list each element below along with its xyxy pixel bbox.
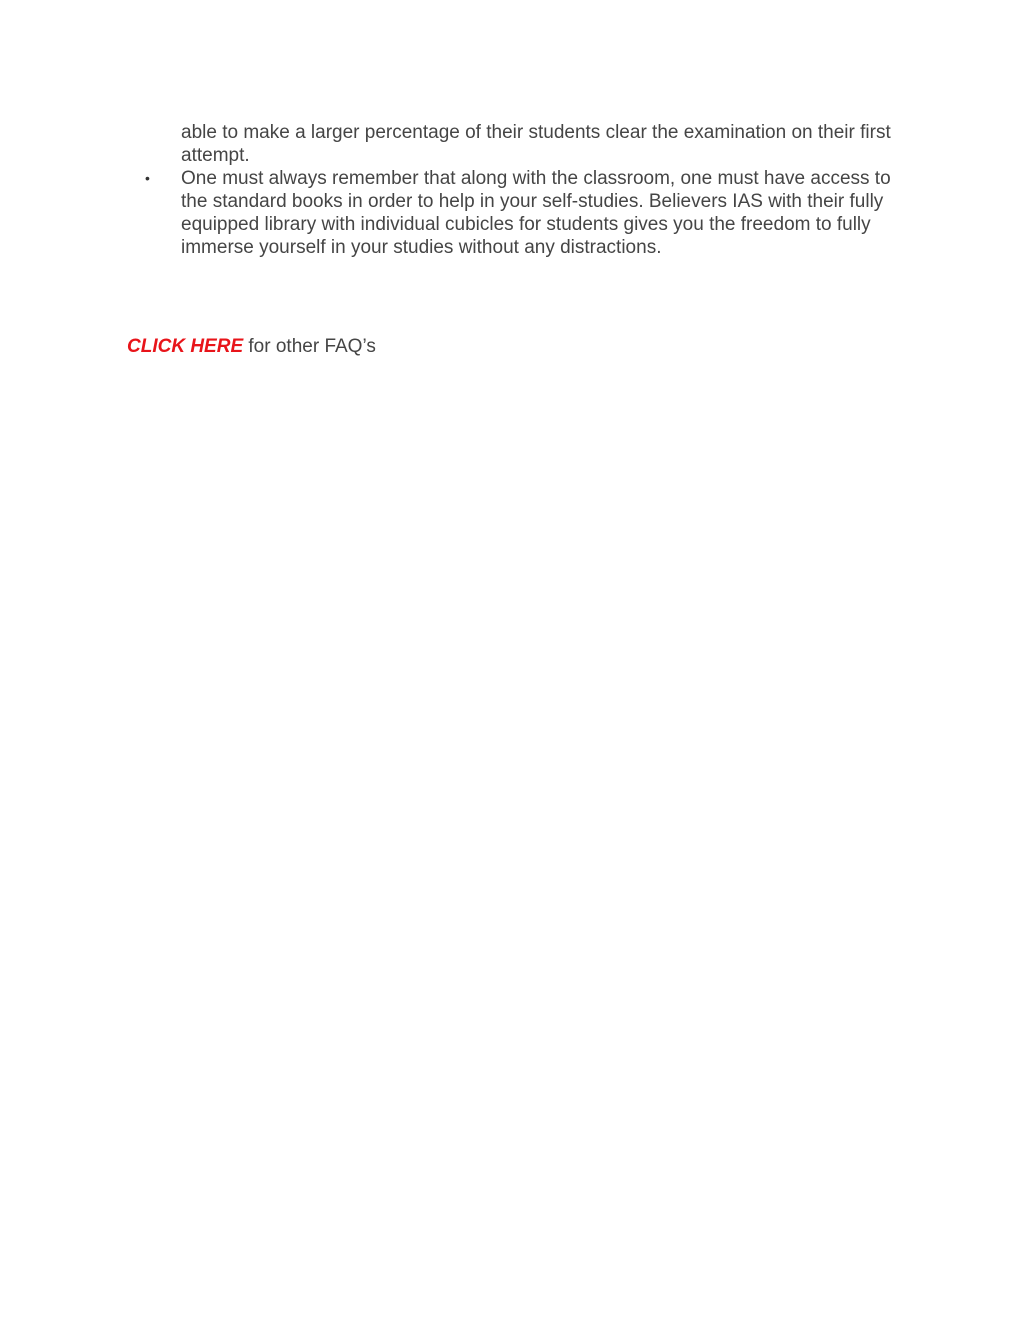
- paragraph-continuation: able to make a larger percentage of their students clear the examination on their first attempt.: [181, 122, 891, 166]
- bullet-icon: •: [145, 170, 150, 186]
- faq-line: [127, 335, 376, 359]
- faq-trailing-text: for other FAQ’s: [243, 336, 376, 357]
- bullet-text: One must always remember that along with the classroom, one must have access to the standard books in order to help in your self-studies. Believers IAS with their fully equipped library with individual cubicles for students gives you the freedom to fully immerse yourself in your studies without any distractions.: [181, 168, 891, 258]
- click-here-link[interactable]: CLICK HERE: [127, 336, 244, 357]
- bullet-list-item: [145, 167, 921, 259]
